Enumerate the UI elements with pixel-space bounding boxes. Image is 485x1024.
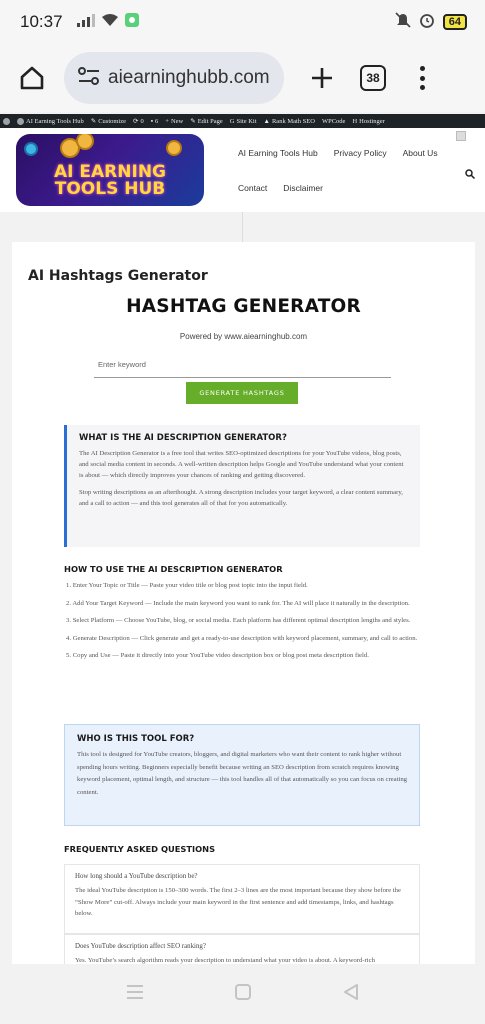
nav-link-about[interactable]: About Us — [402, 148, 438, 158]
faq-question: How long should a YouTube description be? — [75, 873, 198, 880]
nav-link-privacy[interactable]: Privacy Policy — [333, 148, 387, 158]
site-settings-icon[interactable] — [78, 67, 100, 90]
wp-site-kit[interactable]: G Site Kit — [229, 117, 257, 125]
wp-customize[interactable]: ✎ Customize — [90, 117, 127, 125]
menu-dot — [420, 66, 425, 71]
system-navigation-bar — [0, 964, 485, 1024]
back-button[interactable] — [342, 983, 360, 1006]
wp-new[interactable]: + New — [165, 117, 184, 125]
plus-icon — [310, 66, 334, 90]
generate-hashtags-button[interactable]: GENERATE HASHTAGS — [186, 382, 298, 404]
faq-item[interactable] — [64, 864, 420, 934]
list-item: 4. Generate Description — Click generate and get a ready-to-use description with keyword placement, summary, and call to action. — [66, 634, 418, 642]
site-nav-row-1 — [238, 148, 438, 158]
app-notification-icon — [125, 13, 139, 32]
faq-answer: Yes. YouTube’s search algorithm reads your description to understand what your video is about. A keyword-rich — [75, 957, 375, 964]
faq-item[interactable] — [64, 934, 420, 964]
who-for-box — [64, 724, 420, 826]
home-button[interactable] — [14, 60, 50, 96]
faq-question: Does YouTube description affect SEO ranking? — [75, 943, 206, 950]
home-icon — [17, 118, 24, 125]
page-title: AI Hashtags Generator — [28, 268, 208, 284]
webpage — [0, 128, 485, 964]
square-home-icon — [234, 983, 252, 1001]
wp-rank-math[interactable]: ▲ Rank Math SEO — [263, 117, 315, 125]
content-card — [12, 242, 475, 964]
address-bar[interactable] — [64, 52, 284, 104]
list-item: 2. Add Your Target Keyword — Include the main keyword you want to rank for. The AI will place it naturally in the description. — [66, 599, 410, 607]
how-to-heading: HOW TO USE THE AI DESCRIPTION GENERATOR — [64, 564, 283, 574]
nav-link-home[interactable]: AI Earning Tools Hub — [238, 148, 318, 158]
tab-switcher-button[interactable]: 38 — [360, 65, 386, 91]
who-for-text: This tool is designed for YouTube creators, bloggers, and digital marketers who want their content to rank higher without spending hours writing. Beginners especially benefit because writing an SEO description from scratch requires knowing keyword placement, optimal length, and structure — this tool handles all of that automatically so you can focus on creating content. — [77, 751, 408, 796]
wp-wpcode[interactable]: WPCode — [321, 117, 346, 125]
browser-menu-button[interactable] — [414, 63, 430, 93]
how-to-steps — [64, 580, 424, 668]
wp-site-name[interactable]: AI Earning Tools Hub — [17, 118, 84, 125]
mute-icon — [395, 12, 411, 33]
wifi-icon — [101, 13, 119, 32]
menu-dot — [420, 76, 425, 81]
wp-logo-icon[interactable] — [3, 118, 10, 125]
powered-by-text: Powered by www.aiearninghub.com — [179, 332, 308, 341]
home-nav-button[interactable] — [234, 983, 252, 1006]
url-text: aiearninghubb.com — [108, 67, 270, 88]
what-is-paragraph: Stop writing descriptions as an afterthought. A strong description includes your target keyword, a clear content summary, and a call to action — and this tool generates all of that for you automatically. — [79, 489, 403, 507]
list-item: 5. Copy and Use — Paste it directly into your YouTube video description box or blog post meta description field. — [66, 652, 369, 659]
divider — [242, 212, 243, 242]
what-is-box — [64, 425, 420, 547]
faq-answer: The ideal YouTube description is 150–300 words. The first 2–3 lines are the most important because they show before the “Show More” cut-off. Always include your main keyword in the first sentence and add timestamps, links, and hashtags below. — [75, 887, 401, 917]
logo-text: AI EARNING TOOLS HUB — [54, 162, 166, 199]
wp-admin-bar — [0, 114, 485, 128]
battery-indicator: 64 — [443, 14, 467, 30]
wp-comments[interactable]: ▪ 6 — [150, 117, 159, 125]
menu-dot — [420, 85, 425, 90]
search-icon[interactable] — [465, 166, 475, 184]
keyword-input[interactable] — [94, 352, 391, 378]
tool-title: HASHTAG GENERATOR — [126, 296, 361, 317]
new-tab-button[interactable] — [306, 62, 338, 94]
recent-apps-button[interactable] — [125, 983, 145, 1006]
admin-avatar[interactable] — [456, 131, 466, 141]
nav-link-disclaimer[interactable]: Disclaimer — [283, 183, 323, 193]
wp-updates[interactable]: ⟳ 0 — [133, 117, 144, 125]
back-triangle-icon — [342, 983, 360, 1001]
who-for-heading: WHO IS THIS TOOL FOR? — [77, 734, 195, 744]
site-logo[interactable] — [16, 134, 204, 206]
list-item: 3. Select Platform — Choose YouTube, blog, or social media. Each platform has different optimal description lengths and styles. — [66, 617, 411, 624]
signal-icon — [77, 13, 95, 32]
home-icon — [19, 65, 45, 91]
alarm-icon — [419, 12, 435, 33]
wp-hostinger[interactable]: H Hostinger — [352, 117, 385, 125]
clock: 10:37 — [20, 12, 63, 31]
site-nav-row-2 — [238, 183, 323, 193]
wp-edit-page[interactable]: ✎ Edit Page — [190, 117, 223, 125]
what-is-paragraph: The AI Description Generator is a free tool that writes SEO-optimized descriptions for your YouTube videos, blog posts, and social media content in seconds. A well-written description helps Google and YouTube understand what your content is about — which directly improves your chances of ranking and getting discovered. — [79, 450, 404, 479]
list-item: 1. Enter Your Topic or Title — Paste your video title or blog post topic into the input field. — [66, 582, 308, 589]
nav-link-contact[interactable]: Contact — [238, 183, 268, 193]
status-bar — [0, 0, 485, 44]
faq-heading: FREQUENTLY ASKED QUESTIONS — [64, 844, 216, 854]
what-is-heading: WHAT IS THE AI DESCRIPTION GENERATOR? — [79, 433, 287, 443]
browser-toolbar — [0, 44, 485, 112]
site-header — [0, 128, 485, 212]
recents-icon — [125, 983, 145, 1001]
